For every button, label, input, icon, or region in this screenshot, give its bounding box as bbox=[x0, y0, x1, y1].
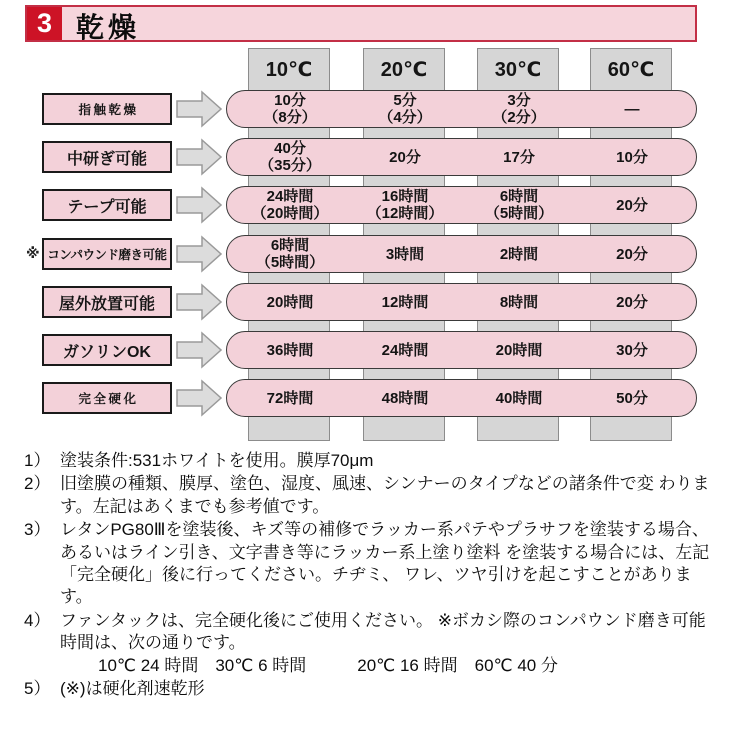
duration-value bbox=[577, 284, 687, 320]
footnote-text: ファンタックは、完全硬化後にご使用ください。 ※ボカシ際のコンパウンド磨き可能時間は、次の通りです。 bbox=[60, 610, 706, 653]
duration-main: 10分 bbox=[616, 148, 648, 166]
duration-value bbox=[235, 187, 345, 223]
duration-value bbox=[350, 187, 460, 223]
duration-value bbox=[350, 380, 460, 416]
footnote-item bbox=[24, 519, 716, 609]
duration-value bbox=[235, 91, 345, 127]
duration-main: 3分 bbox=[507, 92, 531, 109]
duration-value bbox=[577, 139, 687, 175]
duration-sub: （2分） bbox=[492, 109, 546, 126]
duration-value bbox=[464, 187, 574, 223]
right-arrow-icon bbox=[176, 331, 222, 369]
duration-main: 5分 bbox=[393, 92, 417, 109]
duration-value bbox=[464, 284, 574, 320]
duration-row bbox=[226, 283, 697, 321]
duration-value bbox=[350, 139, 460, 175]
duration-main: — bbox=[624, 100, 640, 118]
duration-main: 17分 bbox=[503, 148, 535, 166]
duration-main: 12時間 bbox=[381, 293, 429, 311]
duration-value bbox=[577, 332, 687, 368]
duration-value bbox=[464, 139, 574, 175]
duration-main: 36時間 bbox=[266, 341, 314, 359]
duration-main: 72時間 bbox=[266, 389, 314, 407]
duration-sub: （35分） bbox=[259, 157, 321, 174]
duration-main: 2時間 bbox=[499, 245, 539, 263]
temp-column-header: 10℃ bbox=[265, 59, 313, 81]
duration-main: 8時間 bbox=[499, 293, 539, 311]
footnote-item bbox=[24, 678, 716, 700]
right-arrow-icon bbox=[176, 379, 222, 417]
duration-value bbox=[350, 236, 460, 272]
duration-value bbox=[577, 187, 687, 223]
duration-main: 6時間 bbox=[270, 237, 310, 254]
temp-column-header: 30℃ bbox=[494, 59, 542, 81]
right-arrow-icon bbox=[176, 138, 222, 176]
duration-row bbox=[226, 331, 697, 369]
duration-value bbox=[235, 332, 345, 368]
duration-main: 10分 bbox=[274, 92, 306, 109]
duration-value bbox=[577, 91, 687, 127]
duration-value bbox=[464, 332, 574, 368]
duration-main: 16時間 bbox=[381, 188, 429, 205]
footnote-number: 3） bbox=[24, 520, 51, 540]
row-label: コンパウンド磨き可能 bbox=[42, 238, 172, 270]
row-label: 指 触 乾 燥 bbox=[42, 93, 172, 125]
footnote-number: 1） bbox=[24, 451, 51, 470]
right-arrow-icon bbox=[176, 90, 222, 128]
duration-value bbox=[464, 91, 574, 127]
duration-row bbox=[226, 90, 697, 128]
duration-main: 24時間 bbox=[381, 341, 429, 359]
footnote-text: 塗装条件:531ホワイトを使用。膜厚70μm bbox=[60, 451, 374, 470]
duration-main: 20分 bbox=[616, 196, 648, 214]
section-number: 3 bbox=[36, 8, 53, 38]
duration-value bbox=[235, 380, 345, 416]
right-arrow-icon bbox=[176, 283, 222, 321]
row-label: 中研ぎ可能 bbox=[42, 141, 172, 173]
row-label: ガソリンOK bbox=[42, 334, 172, 366]
temp-column-header: 20℃ bbox=[380, 59, 428, 81]
duration-row bbox=[226, 138, 697, 176]
duration-value bbox=[577, 380, 687, 416]
duration-row bbox=[226, 379, 697, 417]
duration-main: 6時間 bbox=[499, 188, 539, 205]
duration-main: 30分 bbox=[616, 341, 648, 359]
footnotes bbox=[24, 450, 716, 701]
footnote-item bbox=[24, 473, 716, 518]
row-label: 完 全 硬 化 bbox=[42, 382, 172, 414]
row-label: 屋外放置可能 bbox=[42, 286, 172, 318]
duration-value bbox=[235, 236, 345, 272]
footnote-mark: ※ bbox=[26, 245, 40, 261]
right-arrow-icon bbox=[176, 235, 222, 273]
footnote-text: 旧塗膜の種類、膜厚、塗色、湿度、風速、シンナーのタイプなどの諸条件で変 わります。左記はあくまでも参考値です。 bbox=[60, 474, 710, 516]
temp-column-header: 60℃ bbox=[607, 59, 655, 81]
duration-value bbox=[577, 236, 687, 272]
duration-sub: （12時間） bbox=[366, 205, 444, 222]
duration-main: 40分 bbox=[274, 140, 306, 157]
right-arrow-icon bbox=[176, 186, 222, 224]
duration-main: 50分 bbox=[616, 389, 648, 407]
duration-value bbox=[464, 380, 574, 416]
footnote-item bbox=[24, 610, 716, 677]
duration-sub: （5時間） bbox=[255, 254, 325, 271]
duration-main: 48時間 bbox=[381, 389, 429, 407]
duration-sub: （20時間） bbox=[251, 205, 329, 222]
duration-value bbox=[350, 91, 460, 127]
duration-value bbox=[464, 236, 574, 272]
duration-value bbox=[350, 284, 460, 320]
page-title: 乾燥 bbox=[76, 12, 141, 43]
duration-value bbox=[235, 139, 345, 175]
footnote-number: 4） bbox=[24, 610, 51, 630]
duration-main: 24時間 bbox=[266, 188, 314, 205]
row-label: テープ可能 bbox=[42, 189, 172, 221]
duration-value bbox=[235, 284, 345, 320]
duration-main: 20時間 bbox=[266, 293, 314, 311]
footnote-text: (※)は硬化剤速乾形 bbox=[60, 679, 205, 699]
section-number-badge bbox=[27, 7, 62, 40]
duration-main: 20分 bbox=[389, 148, 421, 166]
footnote-text: レタンPG80Ⅲを塗装後、キズ等の補修でラッカー系パテやプラサフを塗装する場合、あるいはライン引き、文字書き等にラッカー系上塗り塗料 を塗装する場合には、左記「完全硬化」後に行ってください。チヂミ、 ワレ、ツヤ引けを起こすことがあります。 bbox=[60, 520, 710, 607]
duration-main: 3時間 bbox=[385, 245, 425, 263]
duration-main: 20分 bbox=[616, 245, 648, 263]
duration-row bbox=[226, 235, 697, 273]
footnote-item bbox=[24, 450, 716, 472]
duration-row bbox=[226, 186, 697, 224]
duration-sub: （8分） bbox=[263, 109, 317, 126]
duration-main: 20時間 bbox=[495, 341, 543, 359]
footnote-number: 5） bbox=[24, 679, 51, 699]
duration-main: 20分 bbox=[616, 293, 648, 311]
duration-main: 40時間 bbox=[495, 389, 543, 407]
duration-sub: （4分） bbox=[378, 109, 432, 126]
footnote-number: 2） bbox=[24, 474, 51, 494]
duration-value bbox=[350, 332, 460, 368]
duration-sub: （5時間） bbox=[484, 205, 554, 222]
footnote-subline: 10℃ 24 時間 30℃ 6 時間 20℃ 16 時間 60℃ 40 分 bbox=[98, 655, 558, 675]
